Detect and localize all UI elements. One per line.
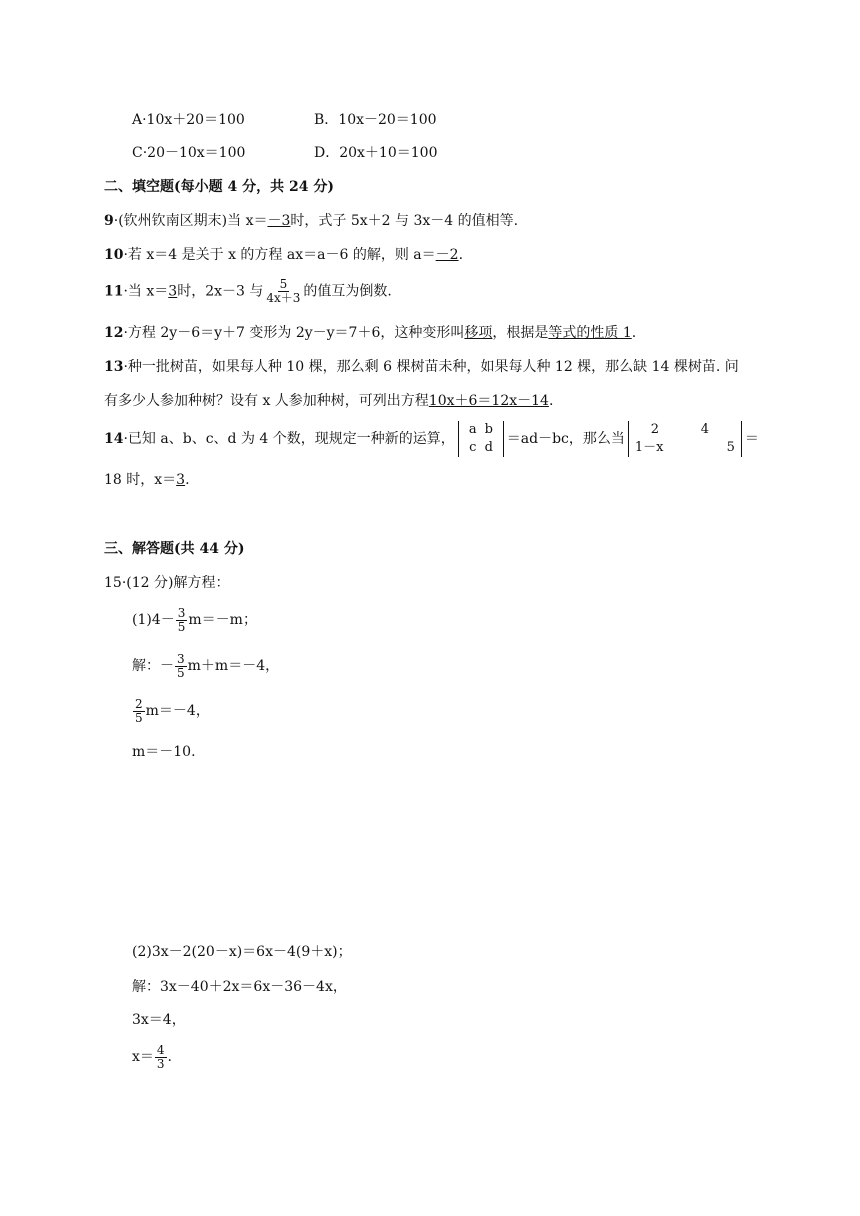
- fraction: [176, 607, 188, 634]
- question-text: 时，2x－3 与: [177, 283, 264, 300]
- determinant-entry: c: [469, 440, 477, 455]
- question-text: 18 时，x＝: [104, 472, 177, 488]
- q15-solution-2-step-2: 3x＝4，: [132, 1012, 186, 1028]
- question-15-header: 15·(12 分)解方程：: [104, 575, 230, 591]
- q15-solution-1-step-3: m＝－10.: [132, 744, 196, 760]
- equation-text: .: [167, 1049, 172, 1065]
- q15-solution-2-step-3: [132, 1042, 172, 1072]
- question-text: ·若 x＝4 是关于 x 的方程 ax＝a－6 的解，则 a＝: [123, 247, 436, 263]
- question-text: ＝: [744, 431, 759, 447]
- option-a: A·10x＋20＝100: [132, 112, 245, 128]
- question-number: 12: [104, 325, 124, 341]
- fraction-numerator: 3: [177, 605, 186, 620]
- question-text: .: [458, 247, 464, 263]
- answer-blank: －3: [267, 213, 291, 229]
- question-text: 有多少人参加种树？设有 x 人参加种树，可列出方程: [104, 393, 429, 409]
- fraction-denominator: 5: [177, 665, 185, 680]
- question-13-line-1: [104, 357, 739, 377]
- option-d: D．20x＋10＝100: [314, 145, 438, 161]
- fraction-denominator: 5: [177, 619, 186, 634]
- equation-text: m＋m＝－4，: [187, 658, 280, 674]
- determinant-entry: 4: [700, 422, 710, 437]
- answer-blank: 10x＋6＝12x－14: [428, 393, 549, 409]
- answer-blank: 移项: [464, 325, 493, 341]
- fraction-denominator: 5: [135, 710, 143, 725]
- question-number: 14: [104, 431, 124, 447]
- question-number: 10: [104, 247, 124, 263]
- answer-blank: 3: [176, 472, 186, 488]
- equation-text: (1)4－: [132, 612, 175, 628]
- question-number: 9: [104, 213, 114, 229]
- option-b: B．10x－20＝100: [314, 112, 437, 128]
- question-text: .: [548, 393, 554, 409]
- fraction-numerator: 4: [156, 1042, 165, 1057]
- answer-blank: 3: [168, 283, 178, 300]
- question-13-line-2: [104, 391, 553, 411]
- q15-part-2: (2)3x－2(20－x)＝6x－4(9＋x)；: [132, 944, 352, 960]
- question-text: ，根据是: [492, 325, 549, 341]
- question-text: 的值互为倒数.: [303, 283, 392, 300]
- determinant-definition: [458, 421, 504, 457]
- determinant-expression: [628, 421, 742, 457]
- fraction-denominator: 3: [156, 1056, 165, 1071]
- option-c: C·20－10x＝100: [132, 145, 246, 161]
- question-text: ·种一批树苗，如果每人种 10 棵，那么剩 6 棵树苗未种，如果每人种 12 棵，那么缺 14 棵树苗. 问: [123, 359, 739, 375]
- question-text: 时，式子 5x＋2 与 3x－4 的值相等.: [290, 213, 519, 229]
- q15-part-1: [132, 605, 257, 635]
- fraction: [264, 278, 302, 305]
- question-text: ＝ad－bc，那么当: [506, 431, 625, 447]
- fraction: [133, 698, 145, 725]
- question-14-line-1: [104, 420, 759, 458]
- determinant-entry: d: [484, 440, 493, 455]
- q15-solution-1-step-1: [132, 651, 279, 681]
- fraction: [155, 1044, 167, 1071]
- section-3-title: 三、解答题(共 44 分): [104, 541, 245, 557]
- answer-blank: 等式的性质 1: [548, 325, 632, 341]
- equation-text: x＝: [132, 1049, 154, 1065]
- fraction-numerator: 2: [135, 696, 143, 711]
- question-12: [104, 323, 636, 343]
- question-text: .: [185, 472, 190, 488]
- q15-solution-2-step-1: 解：3x－40＋2x＝6x－36－4x，: [132, 979, 347, 995]
- fraction-denominator: 4x＋3: [266, 291, 301, 305]
- question-14-line-2: [104, 470, 190, 490]
- section-2-title: 二、填空题(每小题 4 分，共 24 分): [104, 179, 334, 195]
- question-text: ·当 x＝: [123, 283, 169, 300]
- equation-text: m＝－4，: [145, 703, 210, 719]
- question-10: [104, 245, 463, 265]
- question-text: .: [631, 325, 637, 341]
- question-11: [104, 278, 392, 305]
- answer-blank: －2: [435, 247, 459, 263]
- question-text: ·方程 2y－6＝y＋7 变形为 2y－y＝7＋6，这种变形叫: [123, 325, 465, 341]
- fraction: [175, 653, 187, 680]
- determinant-entry: 1－x: [634, 440, 664, 455]
- fraction-numerator: 5: [279, 277, 288, 291]
- question-text: ·已知 a、b、c、d 为 4 个数，现规定一种新的运算，: [123, 431, 455, 447]
- equation-text: 解：－: [132, 658, 174, 674]
- equation-text: m＝－m；: [188, 612, 257, 628]
- q15-solution-1-step-2: [132, 696, 210, 726]
- determinant-entry: b: [484, 422, 493, 437]
- question-number: 11: [104, 283, 124, 300]
- determinant-entry: 5: [726, 440, 735, 455]
- fraction-numerator: 3: [177, 651, 185, 666]
- question-9: [104, 211, 518, 231]
- question-text: ·(钦州钦南区期末)当 x＝: [113, 213, 268, 229]
- determinant-entry: 2: [650, 422, 660, 437]
- question-number: 13: [104, 359, 124, 375]
- determinant-entry: a: [468, 422, 477, 437]
